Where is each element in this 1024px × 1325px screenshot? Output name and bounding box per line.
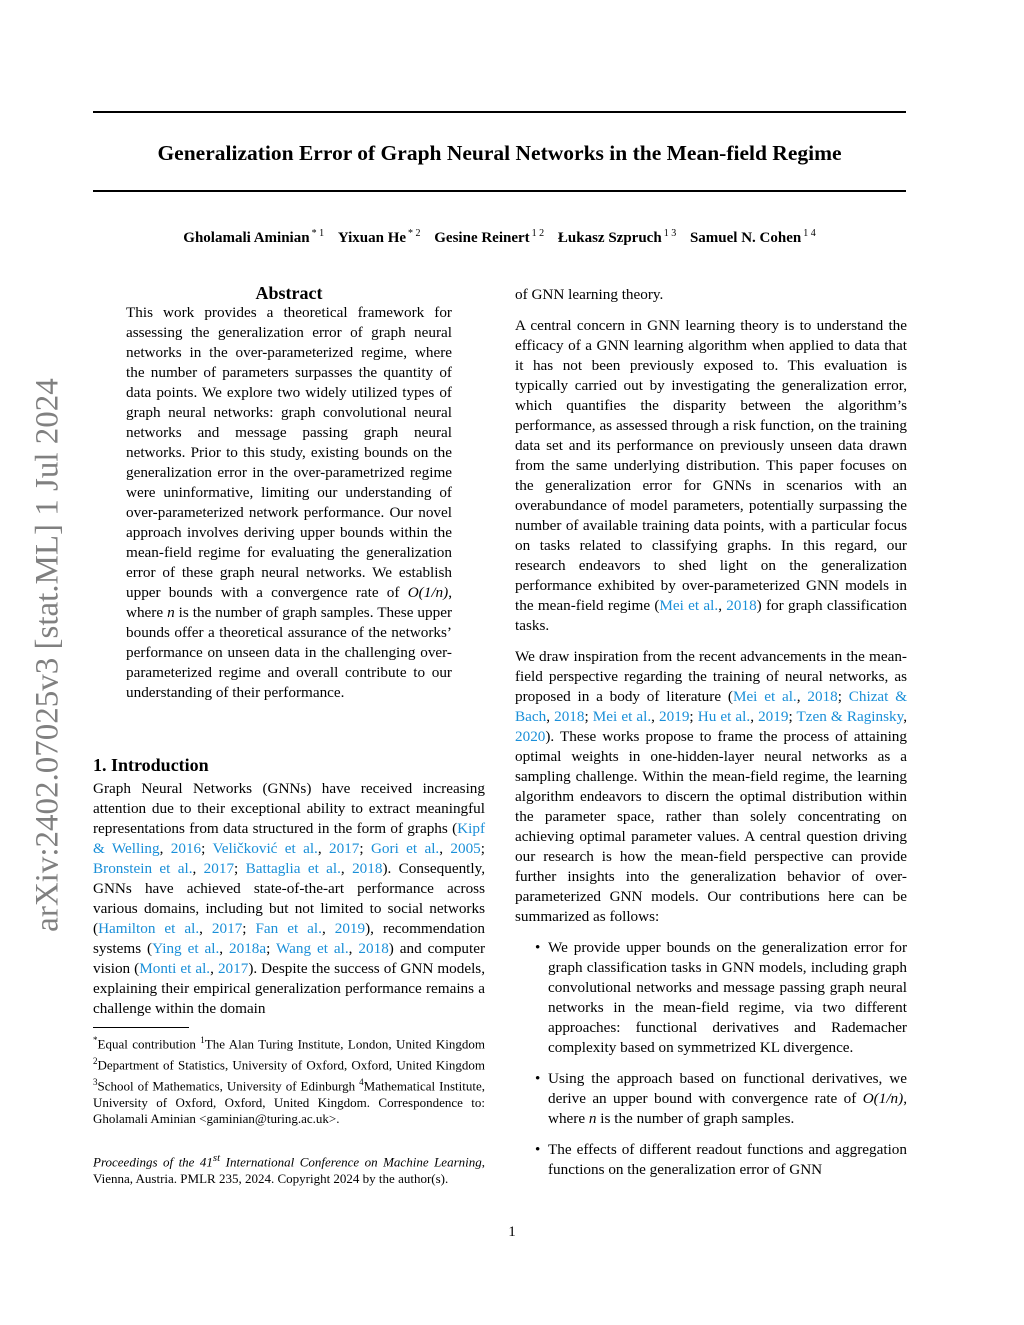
author [183,230,324,246]
paper-title: Generalization Error of Graph Neural Networks in the Mean-field Regime [157,141,842,165]
proceedings-sup: st [212,1152,221,1164]
citation-link[interactable]: Tzen & Raginsky [796,708,904,725]
citation-year-link[interactable]: 2019 [659,708,690,725]
citation-link[interactable]: Ying et al. [152,940,220,957]
footnote-mark: 1 [200,1035,205,1045]
sep: ; [480,840,485,857]
abstract-text [126,303,452,703]
intro-paragraph-2 [515,316,907,636]
sep: ; [837,688,849,705]
footnote-mark: 4 [359,1076,364,1087]
text: , where [548,1090,907,1127]
citation-link[interactable]: Monti et al. [139,960,211,977]
page-number: 1 [508,1224,516,1240]
author-affiliation: 1 4 [803,228,816,239]
author [338,230,421,246]
arxiv-identifier: arXiv:2402.07025v3 [stat.ML] 1 Jul 2024 [29,378,66,932]
sep: ; [584,708,593,725]
citation-link[interactable]: Hamilton et al. [98,920,200,937]
sep: , [796,688,808,705]
abstract-part: , where [126,584,452,621]
sep: , [903,708,908,725]
proceedings-text: International Conference on Machine Learning [220,1154,482,1170]
text: is the number of graph samples. [596,1110,795,1127]
contributions-list [515,938,907,1180]
sep: ; [266,940,277,957]
text: ) for graph classification tasks. [515,597,907,634]
citation-link[interactable]: Veličković et al. [212,840,318,857]
sep: , [210,960,218,977]
author [690,230,816,246]
top-rule [93,111,906,113]
citation-year-link[interactable]: 2018 [358,940,389,957]
text: Using the approach based on functional derivatives, we derive an upper bound with convergence rate of [548,1070,907,1107]
proceedings-text: Proceedings of the [93,1154,200,1170]
section-heading-introduction: 1. Introduction [93,755,209,775]
sep: ; [689,708,698,725]
text: ), recommendation systems ( [93,920,486,957]
intro-paragraph-1 [93,779,485,1019]
math-n: n [167,604,175,621]
sep: ; [201,840,213,857]
footnote-text: The Alan Turing Institute, London, United Kingdom [204,1036,485,1052]
sep: , [321,920,335,937]
intro-paragraph-3 [515,647,907,927]
citation-year-link[interactable]: 2019 [758,708,789,725]
list-item [515,1069,907,1129]
sep: ; [242,920,256,937]
author-list [93,228,906,247]
citation-year-link[interactable]: 2017 [203,860,235,877]
sep: , [348,940,359,957]
sep: , [546,708,555,725]
author-affiliation: * 1 [311,228,325,239]
citation-year-link[interactable]: 2019 [334,920,366,937]
math-n: n [588,1110,597,1127]
citation-link[interactable]: Hu et al. [697,708,751,725]
footnote [93,1032,485,1128]
author [558,230,676,246]
citation-year-link[interactable]: 2005 [450,840,481,857]
math-rate: O(1/n) [407,584,449,601]
citation-link[interactable]: Chizat & Bach [515,688,908,725]
footnote-text: Department of Statistics, University of Oxford, Oxford, United Kingdom [97,1057,485,1073]
text: ). Consequently, GNNs have achieved state-of-the-art performance across various domains, including but not limited to social networks ( [93,860,486,937]
citation-year-link[interactable]: 2017 [329,840,360,857]
text: Graph Neural Networks (GNNs) have received increasing attention due to their exceptional ability to extract meaningful representations from data structured in the form of graphs ( [93,780,485,837]
citation-year-link[interactable]: 2017 [211,920,243,937]
list-item: • The effects of different readout functions and aggregation functions on the generalization error of GNN [515,1140,907,1180]
abstract-part: This work provides a theoretical framework for assessing the generalization error of graph neural networks in the over-parameterized regime, where the number of parameters surpasses the quantity of data points. We explore two widely utilized types of graph neural networks: graph convolutional neural networks and message passing graph neural networks. Prior to this study, existing bounds on the generalization error in the over-parametrized regime were uninformative, limiting our understanding of over-parameterized network performance. Our novel approach involves deriving upper bounds within the mean-field regime for evaluating the generalization error of these graph neural networks. We establish upper bounds with a convergence rate of [126,304,452,601]
footnote-mark: 2 [93,1055,98,1066]
citation-year-link[interactable]: 2016 [170,840,202,857]
citation-link[interactable]: Mei et al. [592,708,652,725]
author-name: Samuel N. Cohen [689,230,802,246]
intro-paragraph-1-continued: of GNN learning theory. [515,286,664,303]
citation-link[interactable]: Battaglia et al. [245,860,341,877]
author-affiliation: * 2 [408,228,421,239]
title-bottom-rule [93,190,906,192]
citation-link[interactable]: Gori et al. [370,840,440,857]
sep: , [750,708,759,725]
author-affiliation: 1 2 [531,228,545,239]
proceedings-number: 41 [199,1154,213,1170]
author-affiliation: 1 3 [663,228,677,239]
sep: , [199,920,212,937]
text: ). Despite the success of GNN models, explaining their empirical generalization performance remains a challenge within the domain [93,960,485,1017]
citation-year-link[interactable]: 2018 [807,688,838,705]
citation-year-link[interactable]: 2018 [352,860,383,877]
citation-link[interactable]: Bronstein et al. [93,860,193,877]
sep: ; [359,840,371,857]
proceedings-text: , Vienna, Austria. PMLR 235, 2024. Copyright 2024 by the author(s). [93,1154,485,1186]
sep: , [439,840,451,857]
citation-link[interactable]: Kipf & Welling [93,820,485,857]
footnote-mark: 3 [93,1076,98,1087]
abstract-part: is the number of graph samples. These upper bounds offer a theoretical assurance of the networks’ performance on unseen data in the challenging over-parameterized regime and overall contribute to our understanding of their performance. [126,604,452,701]
sep: , [192,860,204,877]
sep: ; [234,860,246,877]
sep: ; [788,708,797,725]
abstract-heading: Abstract [255,283,323,303]
list-item: • We provide upper bounds on the generalization error for graph classification tasks in GNN models, including graph convolutional networks and message passing graph neural networks in the mean-field regime, via two different approaches: functional derivatives and Rademacher complexity based on symmetrized KL divergence. [515,938,907,1058]
footnote-text: Equal contribution [97,1036,201,1052]
sep: , [159,840,171,857]
footnote-mark: * [93,1035,98,1045]
footnote-rule [93,1027,189,1028]
text: ) and computer vision ( [93,940,486,977]
sep: , [651,708,660,725]
citation-year-link[interactable]: 2018 [726,597,757,614]
sep: , [340,860,353,877]
author-name: Yixuan He [337,230,407,246]
text: A central concern in GNN learning theory is to understand the efficacy of a GNN learning algorithm when applied to data that it has not been previously exposed to. This evaluation is typically carried out by investigating the generalization error, which quantifies the disparity between the algorithm’s performance, as assessed through a risk function, on the training data set and its performance on previously unseen data drawn from the same underlying distribution. This paper focuses on the generalization error for GNNs in scenarios with an overabundance of model parameters, potentially surpassing the number of available training data points, with a particular focus on tasks related to classifying graphs. In this regard, our research endeavors to shed light on the generalization performance exhibited by over-parameterized GNN models in the mean-field regime ( [515,317,907,614]
sep: , [317,840,329,857]
author-name: Gesine Reinert [434,230,530,246]
author-name: Gholamali Aminian [183,230,310,246]
text: We draw inspiration from the recent advancements in the mean-field perspective regarding the training of neural networks, as proposed in a body of literature ( [515,648,907,705]
citation-link[interactable]: Mei et al. [659,597,719,614]
citation-link[interactable]: Wang et al. [276,940,349,957]
citation-link[interactable]: Fan et al. [255,920,322,937]
text: ). These works propose to frame the process of attaining optimal weights in one-hidden-layer neural networks as a sampling challenge. Within the mean-field regime, the learning algorithm endeavors to discern the optimal distribution within the parameter space, rather than solely concentrating on achieving optimal parameter values. A central question driving our research is how the mean-field perspective can provide further insights into the generalization behavior of over-parameterized GNN models. Our contributions here can be summarized as follows: [515,728,907,925]
footnote-text: School of Mathematics, University of Edinburgh [97,1078,360,1094]
author [434,230,544,246]
author-name: Łukasz Szpruch [557,230,662,246]
citation-year-link[interactable]: 2020 [515,728,546,745]
proceedings-note [93,1150,485,1188]
citation-link[interactable]: Mei et al. [732,688,797,705]
citation-year-link[interactable]: 2018a [229,940,267,957]
math-rate: O(1/n) [862,1090,904,1107]
right-column [515,285,907,1191]
citation-year-link[interactable]: 2018 [554,708,585,725]
footnote-text: Mathematical Institute, University of Oxford, Oxford, United Kingdom. Correspondence to: Gholamali Aminian <gaminian@turing.ac.uk>. [93,1078,485,1127]
sep: , [219,940,229,957]
sep: , [718,597,727,614]
citation-year-link[interactable]: 2017 [217,960,249,977]
